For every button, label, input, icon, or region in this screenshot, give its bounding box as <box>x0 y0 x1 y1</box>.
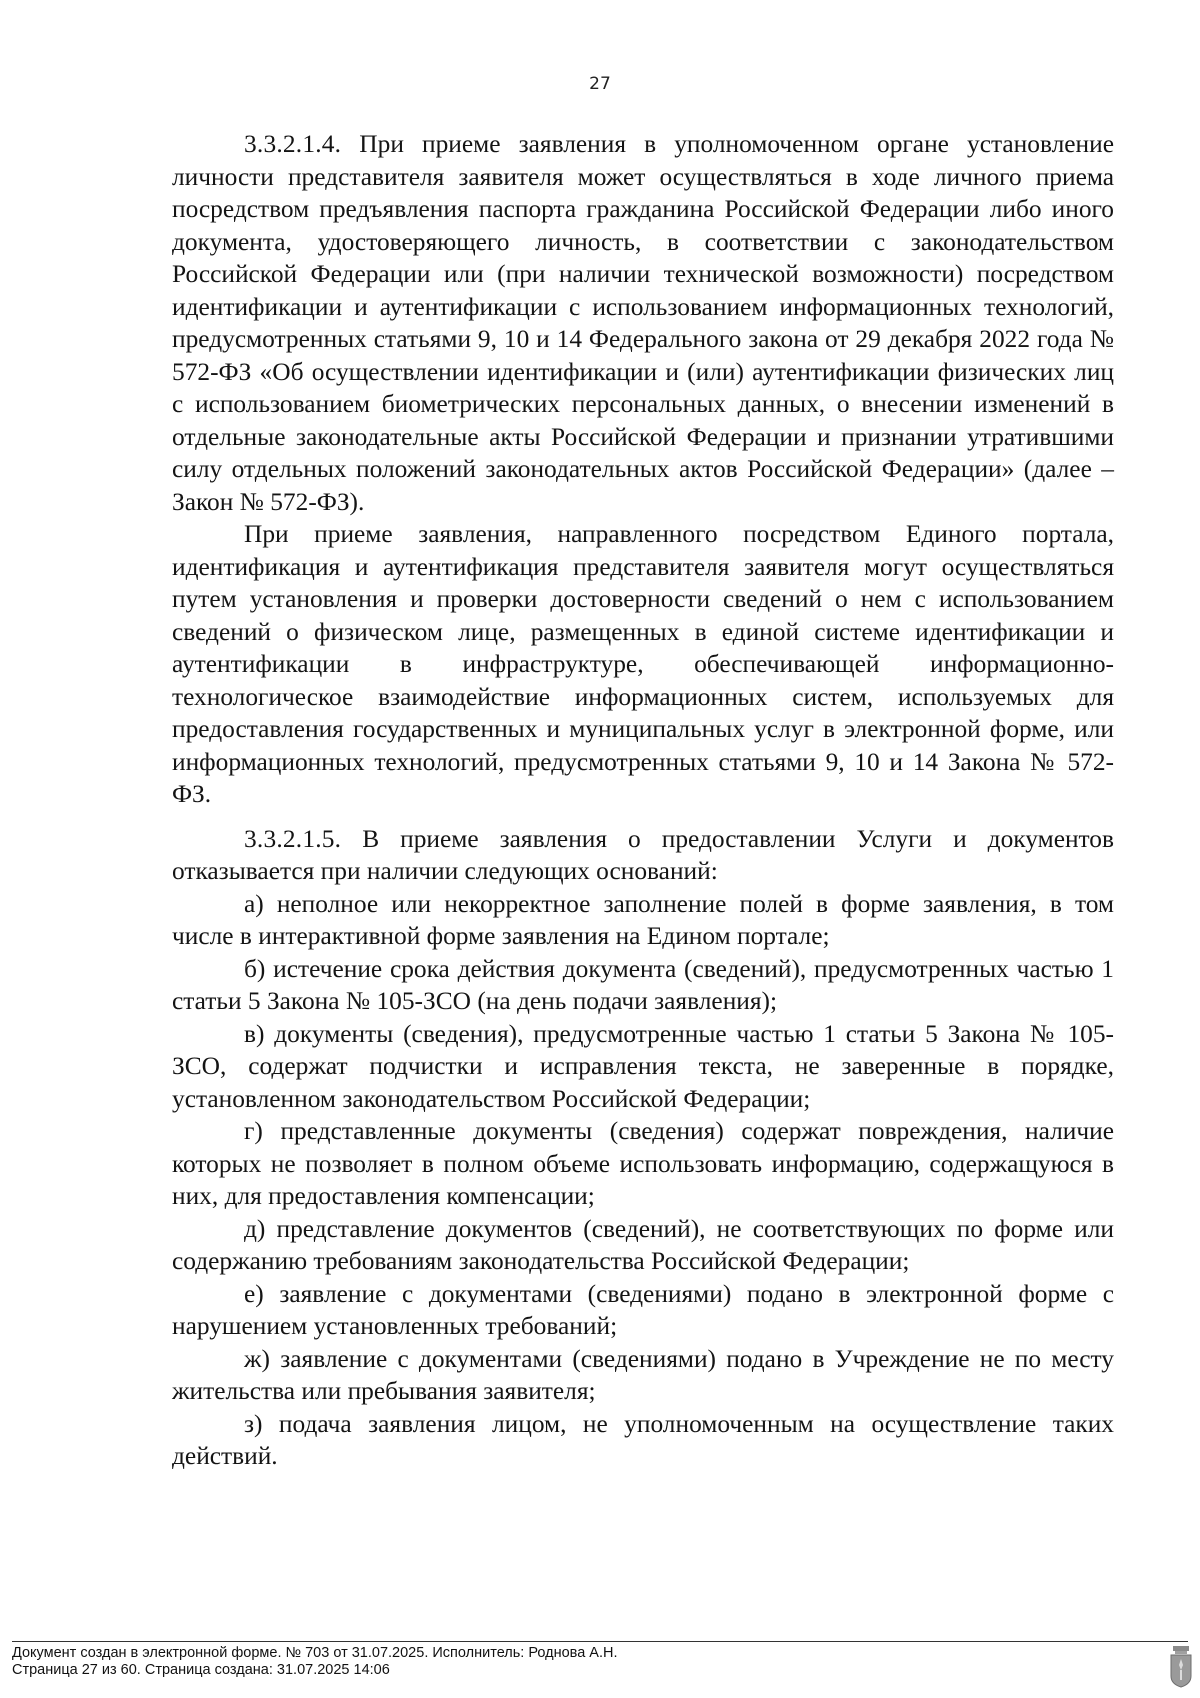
list-item-text: представленные документы (сведения) содержат повреждения, наличие которых не позволяет в полном объеме использовать информацию, содержащуюся в них, для предоставления компенсации; <box>172 1117 1114 1210</box>
document-body <box>172 128 1114 1473</box>
footer-divider <box>12 1641 1188 1642</box>
list-item-text: заявление с документами (сведениями) подано в Учреждение не по месту жительства или пребывания заявителя; <box>172 1344 1114 1405</box>
list-item-g <box>172 1115 1114 1213</box>
page-number: 27 <box>589 74 611 94</box>
list-item-marker: з) <box>244 1409 263 1438</box>
paragraph-3-3-2-1-4 <box>172 128 1114 518</box>
paragraph-portal-identification <box>172 518 1114 811</box>
paragraph-3-3-2-1-5 <box>172 823 1114 888</box>
paragraph-text: В приеме заявления о предоставлении Услуги и документов отказывается при наличии следующих оснований: <box>172 824 1114 885</box>
list-item-marker: д) <box>244 1214 266 1243</box>
list-item-marker: е) <box>244 1279 264 1308</box>
list-item-marker: а) <box>244 889 264 918</box>
clause-number: 3.3.2.1.5. <box>244 824 342 853</box>
document-footer <box>12 1645 1112 1679</box>
clause-number: 3.3.2.1.4. <box>244 130 342 158</box>
list-item-text: документы (сведения), предусмотренные частью 1 статьи 5 Закона № 105-ЗСО, содержат подчистки и исправления текста, не заверенные в порядке, установленном законодательством Российской Федерации; <box>172 1019 1114 1113</box>
list-item-text: подача заявления лицом, не уполномоченным на осуществление таких действий. <box>172 1409 1114 1470</box>
paragraph-text: При приеме заявления, направленного посредством Единого портала, идентификация и аутентификация представителя заявителя могут осуществляться путем установления и проверки достоверности сведений о нем с использованием сведений о физическом лице, размещенных в единой системе идентификации и аутентификации в инфраструктуре, обеспечивающей информационно-технологическое взаимодействие информационных систем, используемых для предоставления государственных и муниципальных услуг в электронной форме, или информационных технологий, предусмотренных статьями 9, 10 и 14 Закона № 572-ФЗ. <box>172 520 1114 808</box>
list-item-text: представление документов (сведений), не соответствующих по форме или содержанию требованиям законодательства Российской Федерации; <box>172 1214 1114 1275</box>
list-item-a <box>172 888 1114 953</box>
list-item-zh <box>172 1343 1114 1408</box>
footer-document-info: Документ создан в электронной форме. № 703 от 31.07.2025. Исполнитель: Роднова А.Н. <box>12 1645 618 1661</box>
list-item-d <box>172 1213 1114 1278</box>
list-item-marker: б) <box>244 954 266 983</box>
list-item-z <box>172 1408 1114 1473</box>
list-item-b <box>172 953 1114 1018</box>
footer-page-info: Страница 27 из 60. Страница создана: 31.07.2025 14:06 <box>12 1662 390 1678</box>
list-item-e <box>172 1278 1114 1343</box>
list-item-marker: в) <box>244 1019 265 1048</box>
list-item-v <box>172 1018 1114 1116</box>
paragraph-text: При приеме заявления в уполномоченном органе установление личности представителя заявителя может осуществляться в ходе личного приема посредством предъявления паспорта гражданина Российской Федерации либо иного документа, удостоверяющего личность, в соответствии с законодательством Российской Федерации или (при наличии технической возможности) посредством идентификации и аутентификации с использованием информационных технологий, предусмотренных статьями 9, 10 и 14 Федерального закона от 29 декабря 2022 года № 572-ФЗ «Об осуществлении идентификации и (или) аутентификации физических лиц с использованием биометрических персональных данных, о внесении изменений в отдельные законодательные акты Российской Федерации и признании утратившими силу отдельных положений законодательных актов Российской Федерации» (далее – Закон № 572-ФЗ). <box>172 130 1114 516</box>
list-item-marker: г) <box>244 1117 263 1145</box>
list-item-text: неполное или некорректное заполнение полей в форме заявления, в том числе в интерактивной форме заявления на Едином портале; <box>172 889 1114 950</box>
list-item-text: заявление с документами (сведениями) подано в электронной форме с нарушением установленных требований; <box>172 1279 1114 1340</box>
list-item-text: истечение срока действия документа (сведений), предусмотренных частью 1 статьи 5 Закона № 105-ЗСО (на день подачи заявления); <box>172 954 1114 1015</box>
list-item-marker: ж) <box>244 1344 270 1373</box>
coat-of-arms-icon <box>1170 1646 1192 1688</box>
